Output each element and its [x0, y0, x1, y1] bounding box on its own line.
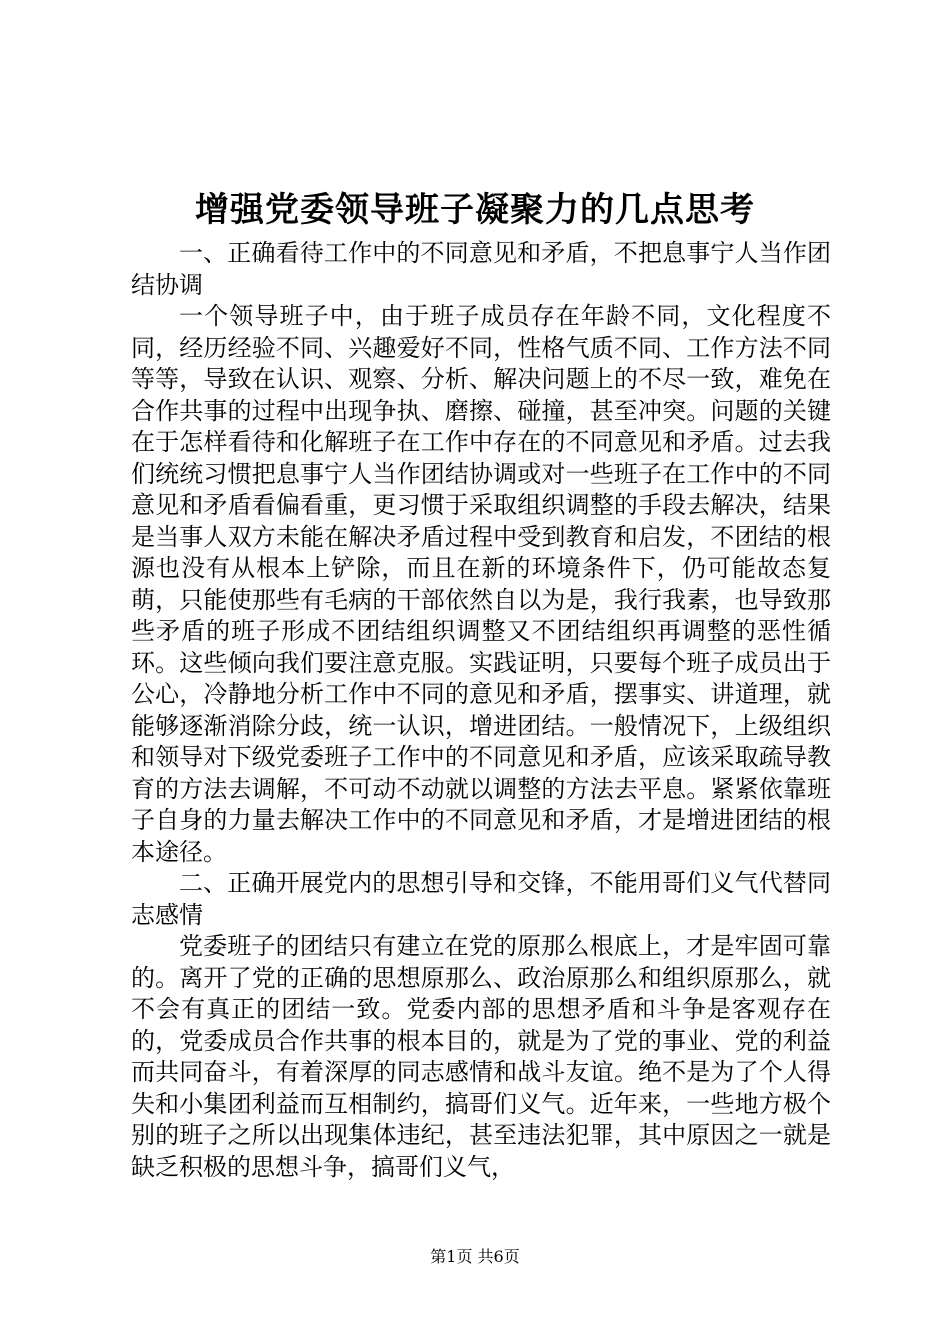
section-heading-1: 一、正确看待工作中的不同意见和矛盾，不把息事宁人当作团结协调: [131, 239, 831, 299]
document-body: [131, 238, 831, 1183]
document-title: 增强党委领导班子凝聚力的几点思考: [195, 190, 755, 230]
page-footer: 第1页 共6页: [430, 1247, 520, 1266]
section-heading-2: 二、正确开展党内的思想引导和交锋，不能用哥们义气代替同志感情: [131, 869, 831, 929]
body-paragraph-2: 党委班子的团结只有建立在党的原那么根底上，才是牢固可靠的。离开了党的正确的思想原那么、政治原那么和组织原那么，就不会有真正的团结一致。党委内部的思想矛盾和斗争是客观存在的，党委成员合作共事的根本目的，就是为了党的事业、党的利益而共同奋斗，有着深厚的同志感情和战斗友谊。绝不是为了个人得失和小集团利益而互相制约，搞哥们义气。近年来，一些地方极个别的班子之所以出现集体违纪，甚至违法犯罪，其中原因之一就是缺乏积极的思想斗争，搞哥们义气，: [131, 932, 831, 1181]
body-paragraph-1: 一个领导班子中，由于班子成员存在年龄不同，文化程度不同，经历经验不同、兴趣爱好不同，性格气质不同、工作方法不同等等，导致在认识、观察、分析、解决问题上的不尽一致，难免在合作共事的过程中出现争执、磨擦、碰撞，甚至冲突。问题的关键在于怎样看待和化解班子在工作中存在的不同意见和矛盾。过去我们统统习惯把息事宁人当作团结协调或对一些班子在工作中的不同意见和矛盾看偏看重，更习惯于采取组织调整的手段去解决，结果是当事人双方未能在解决矛盾过程中受到教育和启发，不团结的根源也没有从根本上铲除，而且在新的环境条件下，仍可能故态复萌，只能使那些有毛病的干部依然自以为是，我行我素，也导致那些矛盾的班子形成不团结组织调整又不团结组织再调整的恶性循环。这些倾向我们要注意克服。实践证明，只要每个班子成员出于公心，冷静地分析工作中不同的意见和矛盾，摆事实、讲道理，就能够逐渐消除分歧，统一认识，增进团结。一般情况下，上级组织和领导对下级党委班子工作中的不同意见和矛盾，应该采取疏导教育的方法去调解，不可动不动就以调整的方法去平息。紧紧依靠班子自身的力量去解决工作中的不同意见和矛盾，才是增进团结的根本途径。: [131, 302, 831, 866]
